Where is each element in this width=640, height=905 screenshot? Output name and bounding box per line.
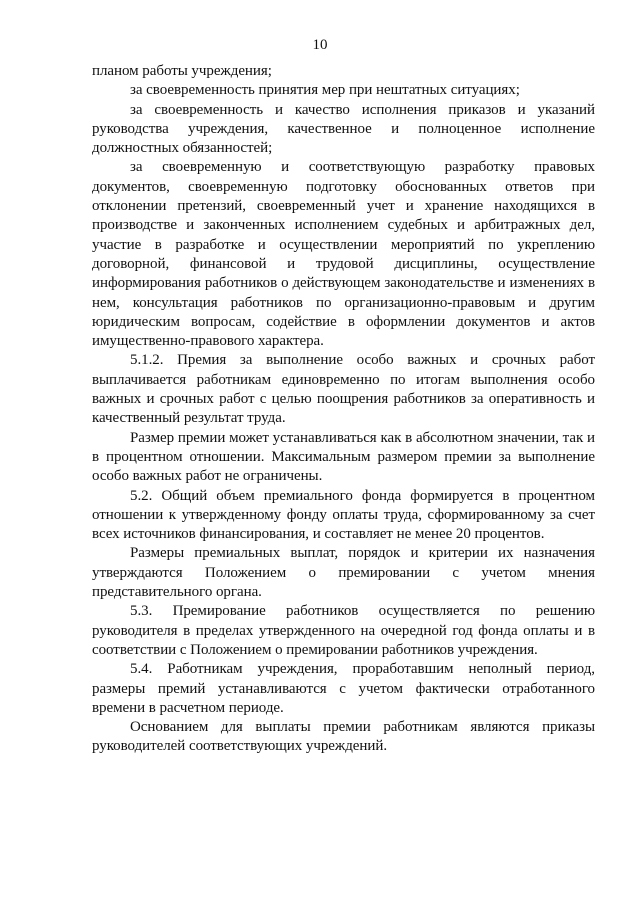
paragraph-legal-documents: за своевременную и соответствующую разработку правовых документов, своевременную подготовку обоснованных ответов при отклонении претензий, своевременный учет и хранение находящихся в производстве и законченных исполнением судебных и арбитражных дел, участие в разработке и осуществлении мероприятий по укреплению договорной, финансовой и трудовой дисциплины, осуществление информирования работников о действующем законодательстве и изменениях в нем, консультация работников по организационно-правовым и другим юридическим вопросам, содействие в оформлении документов и актов имущественно-правового характера. <box>92 159 595 350</box>
paragraph-continuation: планом работы учреждения; <box>92 63 272 79</box>
paragraph-5-1-2: 5.1.2. Премия за выполнение особо важных и срочных работ выплачивается работникам единовременно по итогам выполнения особо важных и срочных работ с целью поощрения работников за оперативность и качественный результат труда. <box>92 352 595 427</box>
document-body <box>92 62 595 757</box>
paragraph-bonus-criteria: Размеры премиальных выплат, порядок и критерии их назначения утверждаются Положением о премировании с учетом мнения представительного органа. <box>92 545 595 601</box>
page-number: 10 <box>312 37 328 53</box>
paragraph-orders-execution: за своевременность и качество исполнения приказов и указаний руководства учреждения, качественное и полноценное исполнение должностных обязанностей; <box>92 101 595 157</box>
paragraph-basis-for-payment: Основанием для выплаты премии работникам являются приказы руководителей соответствующих учреждений. <box>92 719 595 755</box>
paragraph-emergency-measures: за своевременность принятия мер при нештатных ситуациях; <box>130 82 520 99</box>
paragraph-bonus-size: Размер премии может устанавливаться как в абсолютном значении, так и в процентном отношении. Максимальным размером премии за выполнение особо важных работ не ограничены. <box>92 429 595 485</box>
paragraph-5-2: 5.2. Общий объем премиального фонда формируется в процентном отношении к утвержденному фонду оплаты труда, сформированному за счет всех источников финансирования, и составляет не менее 20 процентов. <box>92 487 595 543</box>
paragraph-5-4: 5.4. Работникам учреждения, проработавшим неполный период, размеры премий устанавливаются с учетом фактически отработанного времени в расчетном периоде. <box>92 661 595 716</box>
paragraph-5-3: 5.3. Премирование работников осуществляется по решению руководителя в пределах утвержденного на очередной год фонда оплаты и в соответствии с Положением о премировании работников учреждения. <box>92 603 595 658</box>
